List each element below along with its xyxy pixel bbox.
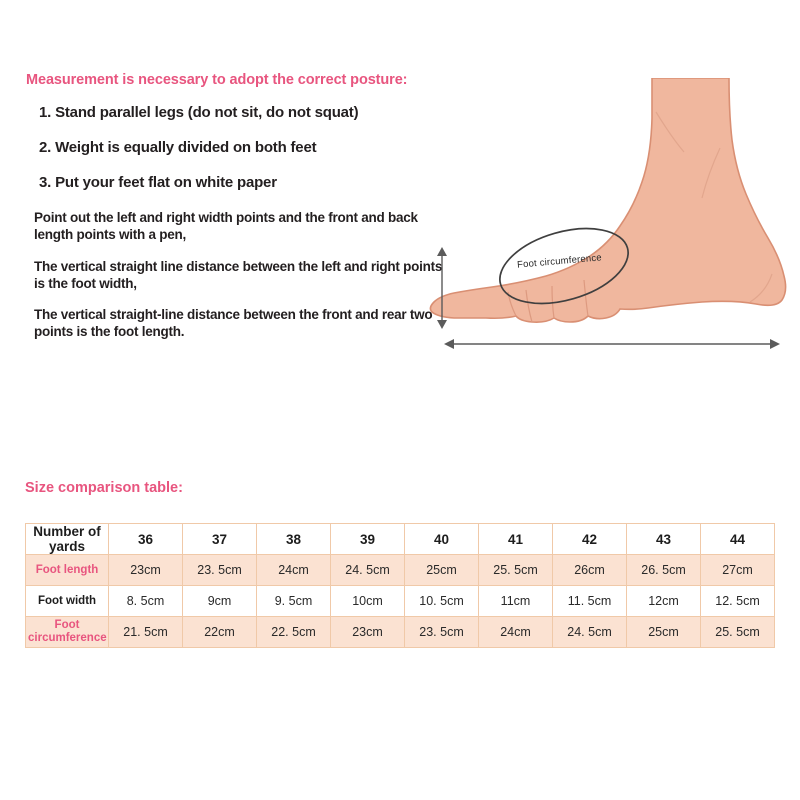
table-cell: 8. 5cm bbox=[109, 586, 183, 617]
row-label-foot-circumference: Foot circumference bbox=[26, 617, 109, 648]
table-cell: 24cm bbox=[257, 555, 331, 586]
table-cell: 26. 5cm bbox=[627, 555, 701, 586]
table-row bbox=[26, 586, 775, 617]
table-size-header: 44 bbox=[701, 524, 775, 555]
table-size-header: 40 bbox=[405, 524, 479, 555]
table-size-header: 43 bbox=[627, 524, 701, 555]
table-size-header: 38 bbox=[257, 524, 331, 555]
foot-diagram-svg bbox=[420, 78, 790, 378]
table-cell: 25cm bbox=[627, 617, 701, 648]
table-cell: 23cm bbox=[109, 555, 183, 586]
size-comparison-table bbox=[25, 523, 775, 648]
table-cell: 9cm bbox=[183, 586, 257, 617]
row-label-foot-length: Foot length bbox=[26, 555, 109, 586]
table-corner-header: Number of yards bbox=[26, 524, 109, 555]
instruction-step-2: 2. Weight is equally divided on both feet bbox=[39, 139, 317, 156]
table-cell: 26cm bbox=[553, 555, 627, 586]
row-label-foot-width: Foot width bbox=[26, 586, 109, 617]
table-cell: 22cm bbox=[183, 617, 257, 648]
table-cell: 23. 5cm bbox=[183, 555, 257, 586]
instructions-heading: Measurement is necessary to adopt the correct posture: bbox=[26, 72, 408, 88]
foot-measurement-illustration bbox=[420, 78, 790, 378]
size-table bbox=[25, 523, 775, 648]
table-size-header: 36 bbox=[109, 524, 183, 555]
instruction-note-3: The vertical straight-line distance between the front and rear two points is the foot length. bbox=[34, 307, 433, 340]
table-size-header: 42 bbox=[553, 524, 627, 555]
table-cell: 24cm bbox=[479, 617, 553, 648]
table-cell: 12cm bbox=[627, 586, 701, 617]
instruction-note-1: Point out the left and right width points and the front and back length points with a pen, bbox=[34, 210, 418, 243]
foot-circumference-label: Foot circumference bbox=[516, 252, 603, 271]
table-cell: 22. 5cm bbox=[257, 617, 331, 648]
table-cell: 10cm bbox=[331, 586, 405, 617]
instructions-block bbox=[26, 72, 456, 355]
instruction-step-1: 1. Stand parallel legs (do not sit, do not squat) bbox=[39, 104, 359, 121]
table-size-header: 41 bbox=[479, 524, 553, 555]
table-cell: 9. 5cm bbox=[257, 586, 331, 617]
instruction-step-3: 3. Put your feet flat on white paper bbox=[39, 174, 277, 191]
size-table-heading: Size comparison table: bbox=[25, 480, 183, 496]
table-size-header: 37 bbox=[183, 524, 257, 555]
table-cell: 25. 5cm bbox=[479, 555, 553, 586]
table-cell: 25. 5cm bbox=[701, 617, 775, 648]
instruction-note-2: The vertical straight line distance between the left and right points is the foot width, bbox=[34, 258, 443, 291]
table-cell: 23cm bbox=[331, 617, 405, 648]
table-cell: 11. 5cm bbox=[553, 586, 627, 617]
table-cell: 12. 5cm bbox=[701, 586, 775, 617]
table-header-row bbox=[26, 524, 775, 555]
table-row bbox=[26, 617, 775, 648]
table-cell: 11cm bbox=[479, 586, 553, 617]
table-size-header: 39 bbox=[331, 524, 405, 555]
foot-length-arrow bbox=[444, 339, 780, 349]
table-cell: 25cm bbox=[405, 555, 479, 586]
table-cell: 24. 5cm bbox=[331, 555, 405, 586]
table-cell: 24. 5cm bbox=[553, 617, 627, 648]
table-row bbox=[26, 555, 775, 586]
table-cell: 23. 5cm bbox=[405, 617, 479, 648]
table-cell: 21. 5cm bbox=[109, 617, 183, 648]
foot-shape bbox=[430, 78, 785, 322]
table-cell: 10. 5cm bbox=[405, 586, 479, 617]
table-cell: 27cm bbox=[701, 555, 775, 586]
